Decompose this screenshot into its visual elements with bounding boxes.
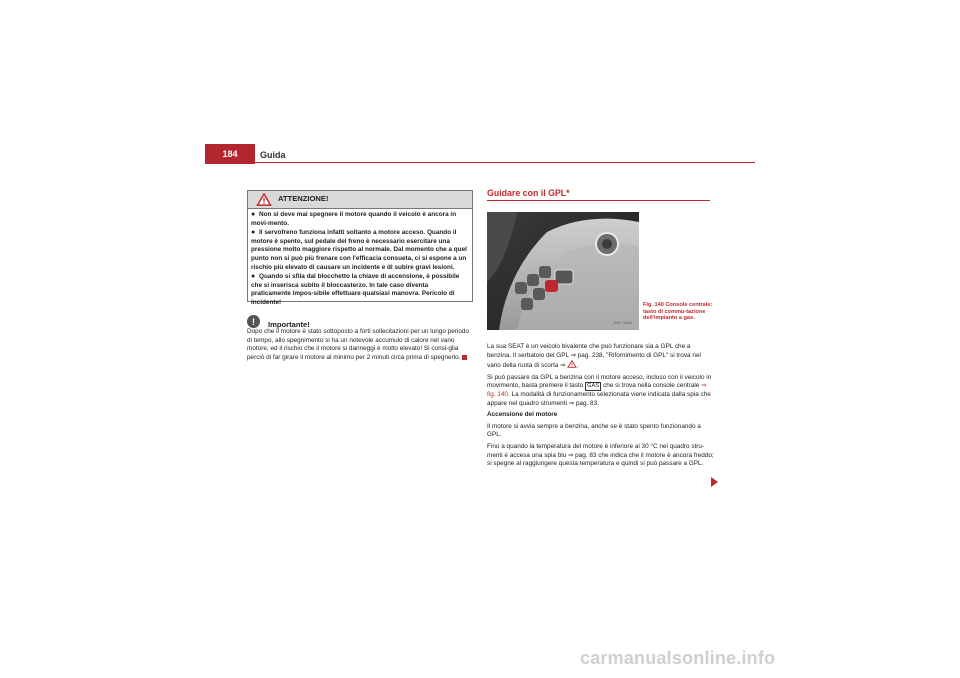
console-illustration bbox=[487, 212, 639, 330]
next-page-arrow-icon bbox=[711, 477, 718, 487]
important-header bbox=[247, 314, 310, 329]
header-title: Guida bbox=[260, 150, 286, 160]
bullet-icon: ● bbox=[251, 229, 256, 237]
paragraph: Fino a quando la temperatura del motore è inferiore ai 30 °C nel quadro stru-menti è accesa una spia blu ⇒ pag. 83 che indica che il motore è ancora freddo; si spegne al raggiungere questa temperatura e quindi si può passare a GPL. bbox=[487, 442, 714, 468]
warning-triangle-icon bbox=[567, 360, 577, 368]
section-end-icon bbox=[462, 355, 467, 360]
subheading: Accensione del motore bbox=[487, 411, 558, 419]
section-body bbox=[487, 343, 715, 472]
section-rule bbox=[487, 200, 710, 201]
bullet-icon: ● bbox=[251, 211, 256, 218]
warning-box bbox=[247, 190, 473, 306]
figure-code: B5P-0466 bbox=[614, 320, 632, 325]
warning-item: ● Il servofreno funziona infatti soltanto a motore acceso. Quando il motore è spento, sul pedale del freno è necessario esercitare una pressione molto maggiore rispetto al normale. Dal momento che a quel punto non si può più frenare con l'efficacia consueta, ci si espone a un rischio più elevato di causare un incidente e di subire gravi lesioni. bbox=[251, 229, 467, 271]
important-title: Importante! bbox=[268, 320, 310, 329]
paragraph: Il motore si avvia sempre a benzina, anche se è stato spento funzionando a GPL. bbox=[487, 422, 701, 439]
important-exclamation-icon: ! bbox=[247, 315, 260, 328]
warning-triangle-icon bbox=[256, 193, 272, 206]
gas-key-label: GAS bbox=[587, 383, 600, 390]
warning-body bbox=[248, 209, 472, 308]
figure-caption: Fig. 140 Console centrale: tasto di commu-tazione dell'impianto a gas. bbox=[643, 302, 713, 322]
header-rule bbox=[255, 162, 755, 163]
figure-console-photo bbox=[487, 212, 639, 330]
important-text: Dopo che il motore è stato sottoposto a forti sollecitazioni per un lungo periodo di tempo, allo spegnimento si ha un notevole accumulo di calore nel vano motore, ed il rischio che il motore si danneggi è molto elevato! Si consi-glia perciò di far girare il motore al minimo per 2 minuti circa prima di spegnerlo. bbox=[247, 328, 470, 361]
page-number: 184 bbox=[205, 144, 255, 164]
warning-item: ● Quando si sfila dal blocchetto la chiave di accensione, è possibile che si inserisca subito il bloccasterzo. In tale caso diventa praticamente impos-sibile effettuare qualsiasi manovra. Pericolo di incidente! bbox=[251, 273, 460, 306]
watermark: carmanualsonline.info bbox=[580, 648, 776, 668]
warning-title: ATTENZIONE! bbox=[278, 194, 329, 204]
warning-header bbox=[248, 191, 472, 209]
paragraph: La sua SEAT è un veicolo bivalente che può funzionare sia a GPL che a benzina. Il serbatoio del GPL ⇒ pag. 238, "Rifornimento di GPL" si trova nel vano della ruota di scorta ⇒ . bbox=[487, 343, 701, 370]
paragraph: Si può passare da GPL a benzina con il motore acceso, incluso con il veicolo in movimento, basta premere il tasto GAS che si trova nella console centrale ⇒ fig. 140. La modalità di funzionamento selezionata viene indicata dalla spia che appare nel quadro strumenti ⇒ pag. 83. bbox=[487, 373, 712, 407]
warning-item: ● Non si deve mai spegnere il motore quando il veicolo è ancora in movi-mento. bbox=[251, 211, 457, 227]
section-title: Guidare con il GPL* bbox=[487, 188, 570, 198]
bullet-icon: ● bbox=[251, 273, 256, 281]
figure-reference-link[interactable]: ⇒ fig. 140 bbox=[487, 382, 707, 398]
